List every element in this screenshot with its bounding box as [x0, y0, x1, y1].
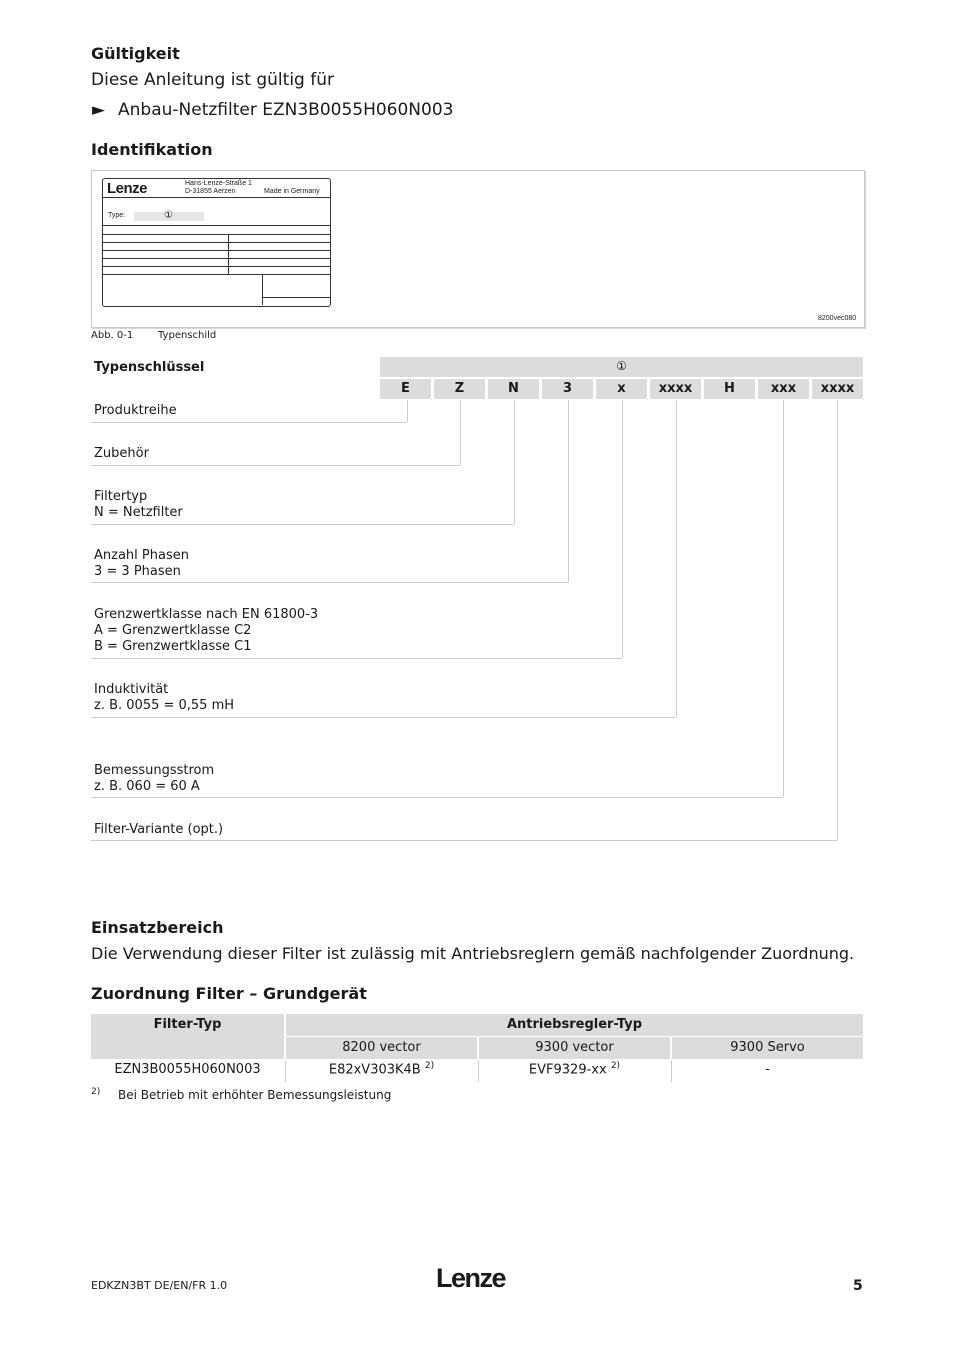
nameplate-address-1: Hans-Lenze-Straße 1 [185, 180, 252, 187]
table-header-drive-type: Antriebsregler-Typ [286, 1014, 863, 1036]
application-text: Die Verwendung dieser Filter ist zulässig mit Antriebsreglern gemäß nachfolgender Zuordnung. [91, 944, 855, 963]
type-key-code-6: xxxx [650, 379, 701, 399]
footer-doc-id: EDKZN3BT DE/EN/FR 1.0 [91, 1279, 228, 1292]
table-header-filter-type: Filter-Typ [91, 1014, 284, 1059]
table-cell-9300-vector: EVF9329-xx $^{2)}$ [528, 1061, 621, 1078]
type-key-code-1: E [380, 379, 431, 399]
type-key-label-limit-class: Grenzwertklasse nach EN 61800-3 A = Grenzwertklasse C2 B = Grenzwertklasse C1 [94, 607, 319, 654]
figure-code: 8200vec080 [818, 315, 857, 322]
figure-caption-number: Abb. 0-1 [91, 330, 134, 341]
connector-line [91, 465, 460, 466]
footnote-mark: 2) [91, 1087, 101, 1097]
validity-intro: Diese Anleitung ist gültig für [91, 70, 334, 90]
type-key-code-5: x [596, 379, 647, 399]
figure-caption-text: Typenschild [158, 330, 217, 341]
type-key-label-filter-variant: Filter-Variante (opt.) [94, 822, 224, 837]
footer-logo: Lenze [436, 1263, 506, 1293]
bullet-arrow-icon: ► [92, 100, 106, 120]
application-heading: Einsatzbereich [91, 918, 224, 937]
connector-line [837, 400, 838, 840]
connector-line [91, 658, 622, 659]
type-key-label-accessory: Zubehör [94, 446, 149, 461]
connector-line [91, 524, 514, 525]
type-key-code-7: H [704, 379, 755, 399]
nameplate [102, 178, 331, 307]
connector-line [514, 400, 515, 524]
connector-line [460, 400, 461, 465]
connector-line [622, 400, 623, 658]
validity-item: Anbau-Netzfilter EZN3B0055H060N003 [118, 100, 454, 120]
connector-line [676, 400, 677, 717]
table-subheader-8200-vector: 8200 vector [286, 1037, 477, 1059]
identification-heading: Identifikation [91, 140, 213, 159]
type-key-label-product-series: Produktreihe [94, 403, 177, 418]
connector-line [407, 400, 408, 422]
type-key-code-9: xxxx [812, 379, 863, 399]
type-key-code-3: N [488, 379, 539, 399]
validity-heading: Gültigkeit [91, 44, 180, 63]
table-row-filter: EZN3B0055H060N003 [114, 1062, 261, 1077]
connector-line [783, 400, 784, 797]
footnote-text: Bei Betrieb mit erhöhter Bemessungsleistung [118, 1088, 392, 1102]
type-key-label-inductance: Induktivität z. B. 0055 = 0,55 mH [94, 682, 235, 713]
table-cell-8200-vector: E82xV303K4B $^{2)}$ [328, 1061, 435, 1078]
table-subheader-9300-servo: 9300 Servo [672, 1037, 863, 1059]
type-key-label-filter-type: Filtertyp N = Netzfilter [94, 489, 183, 520]
type-key-code-2: Z [434, 379, 485, 399]
page-number: 5 [853, 1278, 863, 1294]
type-key-header [380, 357, 863, 377]
connector-line [91, 422, 407, 423]
connector-line [91, 797, 783, 798]
nameplate-address-2: D-31855 Aerzen [185, 188, 236, 195]
type-key-label-phases: Anzahl Phasen 3 = 3 Phasen [94, 548, 189, 579]
table-cell-9300-servo: - [765, 1062, 770, 1077]
type-key-label-rated-current: Bemessungsstrom z. B. 060 = 60 A [94, 763, 215, 794]
connector-line [91, 840, 837, 841]
nameplate-logo: Lenze [107, 180, 148, 197]
type-key-code-8: xxx [758, 379, 809, 399]
type-key-title: Typenschlüssel [94, 360, 205, 375]
type-key-code-4: 3 [542, 379, 593, 399]
assignment-heading: Zuordnung Filter – Grundgerät [91, 984, 367, 1003]
type-key-marker: ① [616, 359, 627, 373]
connector-line [568, 400, 569, 582]
nameplate-type-label: Type: [108, 212, 126, 219]
connector-line [91, 717, 676, 718]
table-subheader-9300-vector: 9300 vector [479, 1037, 670, 1059]
connector-line [91, 582, 568, 583]
nameplate-marker: ① [164, 210, 173, 221]
nameplate-made-in: Made in Germany [264, 188, 320, 195]
